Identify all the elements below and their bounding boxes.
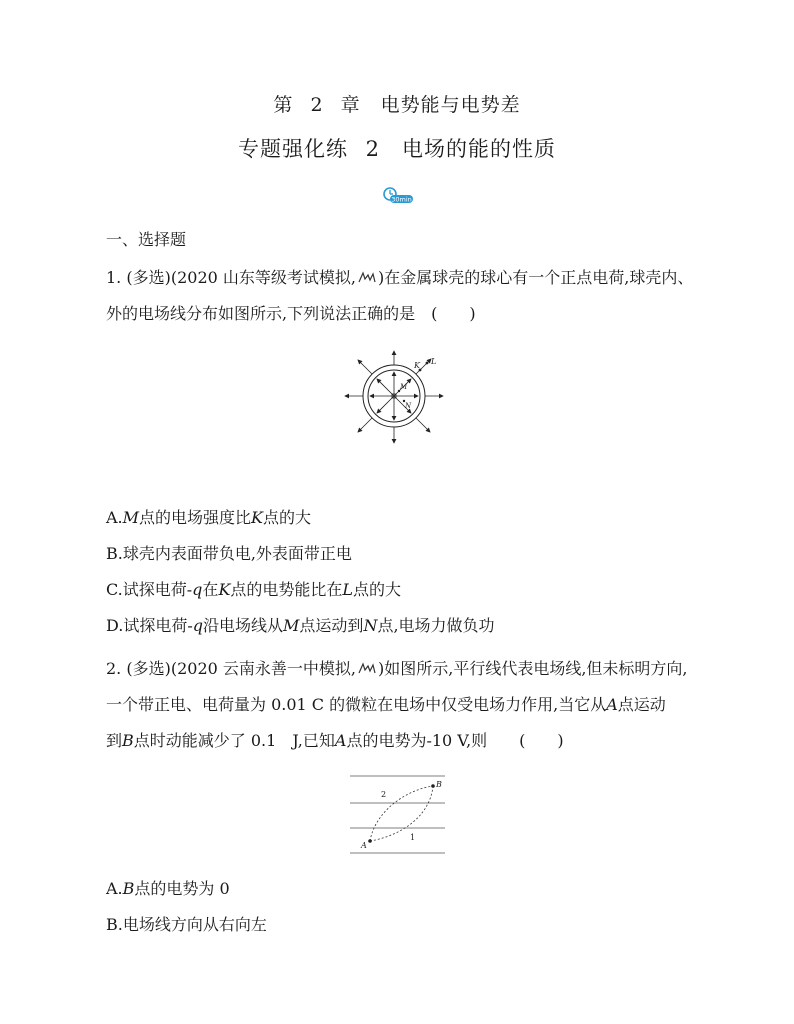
section-heading: 一、选择题 [106, 230, 187, 249]
shell-field-figure [338, 348, 458, 448]
label-B: B [436, 780, 442, 789]
label-2: 2 [381, 790, 387, 799]
question-1-line-1 [106, 261, 696, 295]
section-subtitle: 专题强化练 2 电场的能的性质 [237, 137, 557, 161]
q1-option-a[interactable]: A.M点的电场强度比K点的大 [106, 508, 312, 527]
question-1-line-2: 外的电场线分布如图所示,下列说法正确的是 ( ) [106, 304, 476, 323]
label-L: L [431, 357, 437, 366]
question-2-line-2: 一个带正电、电荷量为 0.01 C 的微粒在电场中仅受电场力作用,当它从A点运动 [106, 695, 666, 714]
q1-text-part: 1. (多选)(2020 山东等级考试模拟, [106, 268, 356, 287]
label-N: N [405, 402, 412, 410]
q2-option-b[interactable]: B.电场线方向从右向左 [106, 915, 267, 934]
label-K: K [414, 361, 420, 370]
label-1: 1 [410, 833, 416, 842]
difficulty-stars-icon [356, 270, 378, 284]
label-A: A [361, 841, 367, 850]
chapter-title: 第 2 章 电势能与电势差 [273, 94, 521, 116]
q1-option-d[interactable]: D.试探电荷-q沿电场线从M点运动到N点,电场力做负功 [106, 616, 495, 635]
question-2-line-3: 到B点时动能减少了 0.1 J,已知A点的电势为-10 V,则 ( ) [106, 731, 564, 750]
q1-option-b[interactable]: B.球壳内表面带负电,外表面带正电 [106, 544, 352, 563]
timer-badge [382, 186, 414, 204]
q1-option-c[interactable]: C.试探电荷-q在K点的电势能比在L点的大 [106, 580, 402, 599]
q1-text-part: )在金属球壳的球心有一个正点电荷,球壳内、 [377, 268, 694, 287]
question-2-line-1: 2. (多选)(2020 云南永善一中模拟, )如图所示,平行线代表电场线,但未标明方向, [106, 659, 688, 678]
difficulty-stars-icon [356, 661, 378, 675]
q2-option-a[interactable]: A.B点的电势为 0 [106, 879, 230, 898]
label-M: M [400, 383, 408, 391]
parallel-field-figure [345, 772, 447, 856]
timer-label: 30min [391, 195, 412, 204]
